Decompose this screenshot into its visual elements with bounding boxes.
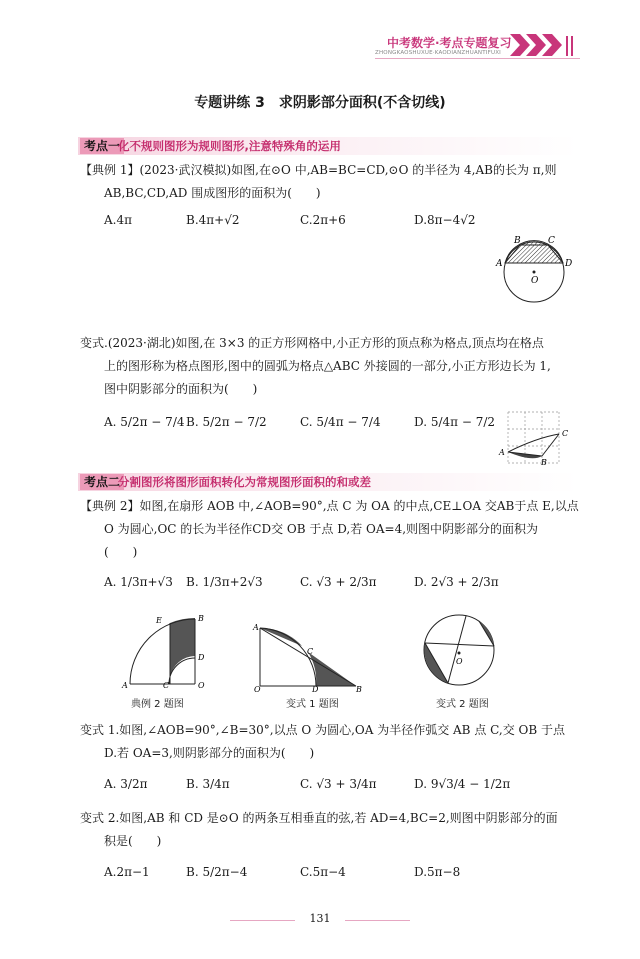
ex1-figure [494,230,580,314]
bs2-line2: D.若 OA=3,则阴影部分的面积为( ) [104,746,315,760]
ex1-opt-d: D.8π−4√2 [414,213,476,227]
bs3-figure [418,608,500,692]
ex2-opt-a: A. 1/3π+√3 [104,575,173,589]
ex2-opt-b: B. 1/3π+2√3 [186,575,263,589]
svg-text:A: A [496,259,503,269]
bs2-opt-a: A. 3/2π [104,777,148,791]
svg-text:C: C [163,681,170,690]
bs2-line1: 变式 1.如图,∠AOB=90°,∠B=30°,以点 O 为圆心,OA 为半径作弧交 AB 点 C,交 OB 于点 [80,723,565,737]
svg-text:A: A [253,623,259,632]
page-number: 131 [309,912,331,925]
svg-text:D: D [565,259,573,269]
bs2-opt-c: C. √3 + 3/4π [300,777,377,791]
ex2-line3: ( ) [104,545,138,559]
ex1-line2: AB,BC,CD,AD 围成图形的面积为( ) [104,186,321,200]
ex2-opt-c: C. √3 + 2/3π [300,575,377,589]
ex2-line2: O 为圆心,OC 的长为半径作CD交 OB 于点 D,若 OA=4,则图中阴影部分的面积为 [104,522,539,536]
caption-ex2: 典例 2 题图 [131,699,184,710]
bs3-line1: 变式 2.如图,AB 和 CD 是⊙O 的两条互相垂直的弦,若 AD=4,BC=2,则图中阴影部分的面 [80,811,558,825]
svg-text:D: D [312,685,319,692]
svg-text:B: B [356,685,362,692]
bs3-line2: 积是( ) [104,834,162,848]
svg-text:O: O [531,276,539,286]
bs1-opt-c: C. 5/4π − 7/4 [300,415,381,429]
svg-text:B: B [541,458,547,466]
svg-text:O: O [198,681,205,690]
ex1-opt-b: B.4π+√2 [186,213,240,227]
header-chevrons [510,32,580,58]
bs3-opt-b: B. 5/2π−4 [186,865,248,879]
bs1-line3: 图中阴影部分的面积为( ) [104,382,258,396]
bs3-opt-d: D.5π−8 [414,865,461,879]
bs1-opt-d: D. 5/4π − 7/2 [414,415,496,429]
bs2-figure [250,620,365,692]
svg-text:D: D [198,653,205,662]
caption-bs3: 变式 2 题图 [436,699,489,710]
kd2-text: 分割图形将图形面积转化为常规图形面积的和或差 [118,475,371,489]
bs2-opt-d: D. 9√3/4 − 1/2π [414,777,511,791]
kd1-tag: 考点一 [80,138,124,154]
bs1-line1: 变式.(2023·湖北)如图,在 3×3 的正方形网格中,小正方形的顶点称为格点,顶点均在格点 [80,336,544,350]
bs3-opt-a: A.2π−1 [104,865,150,879]
header-line [375,58,580,59]
svg-text:E: E [156,616,162,625]
ex1-opt-a: A.4π [104,213,133,227]
svg-text:A: A [122,681,128,690]
svg-text:C: C [562,429,569,438]
bs1-figure [496,406,576,466]
caption-bs2: 变式 1 题图 [286,699,339,710]
bs1-line2: 上的图形称为格点图形,图中的圆弧为格点△ABC 外接圆的一部分,小正方形边长为 1, [104,359,551,373]
ex2-opt-d: D. 2√3 + 2/3π [414,575,499,589]
header-subtitle: ZHONGKAOSHUXUE·KAODIANZHUANTIFUXI [375,50,501,56]
header-title: 中考数学·考点专题复习 [387,36,512,50]
svg-text:C: C [307,647,314,656]
bs3-opt-c: C.5π−4 [300,865,346,879]
ex2-line1: 【典例 2】如图,在扇形 AOB 中,∠AOB=90°,点 C 为 OA 的中点,CE⊥OA 交AB于点 E,以点 [80,499,579,513]
svg-text:B: B [514,236,521,246]
ex1-opt-c: C.2π+6 [300,213,346,227]
svg-text:O: O [254,685,261,692]
bs1-opt-b: B. 5/2π − 7/2 [186,415,267,429]
svg-text:B: B [198,614,204,623]
svg-text:O: O [456,657,463,666]
svg-text:A: A [499,448,505,457]
bs2-opt-b: B. 3/4π [186,777,230,791]
bs1-opt-a: A. 5/2π − 7/4 [104,415,185,429]
ex1-line1: 【典例 1】(2023·武汉模拟)如图,在⊙O 中,AB=BC=CD,⊙O 的半径为 4,AB的长为 π,则 [80,163,557,177]
kd1-text: 化不规则图形为规则图形,注意特殊角的运用 [118,139,341,153]
svg-text:C: C [548,236,555,246]
kd2-tag: 考点二 [80,474,124,490]
page-title: 专题讲练 3 求阴影部分面积(不含切线) [194,95,446,111]
ex2-figure [118,610,208,690]
